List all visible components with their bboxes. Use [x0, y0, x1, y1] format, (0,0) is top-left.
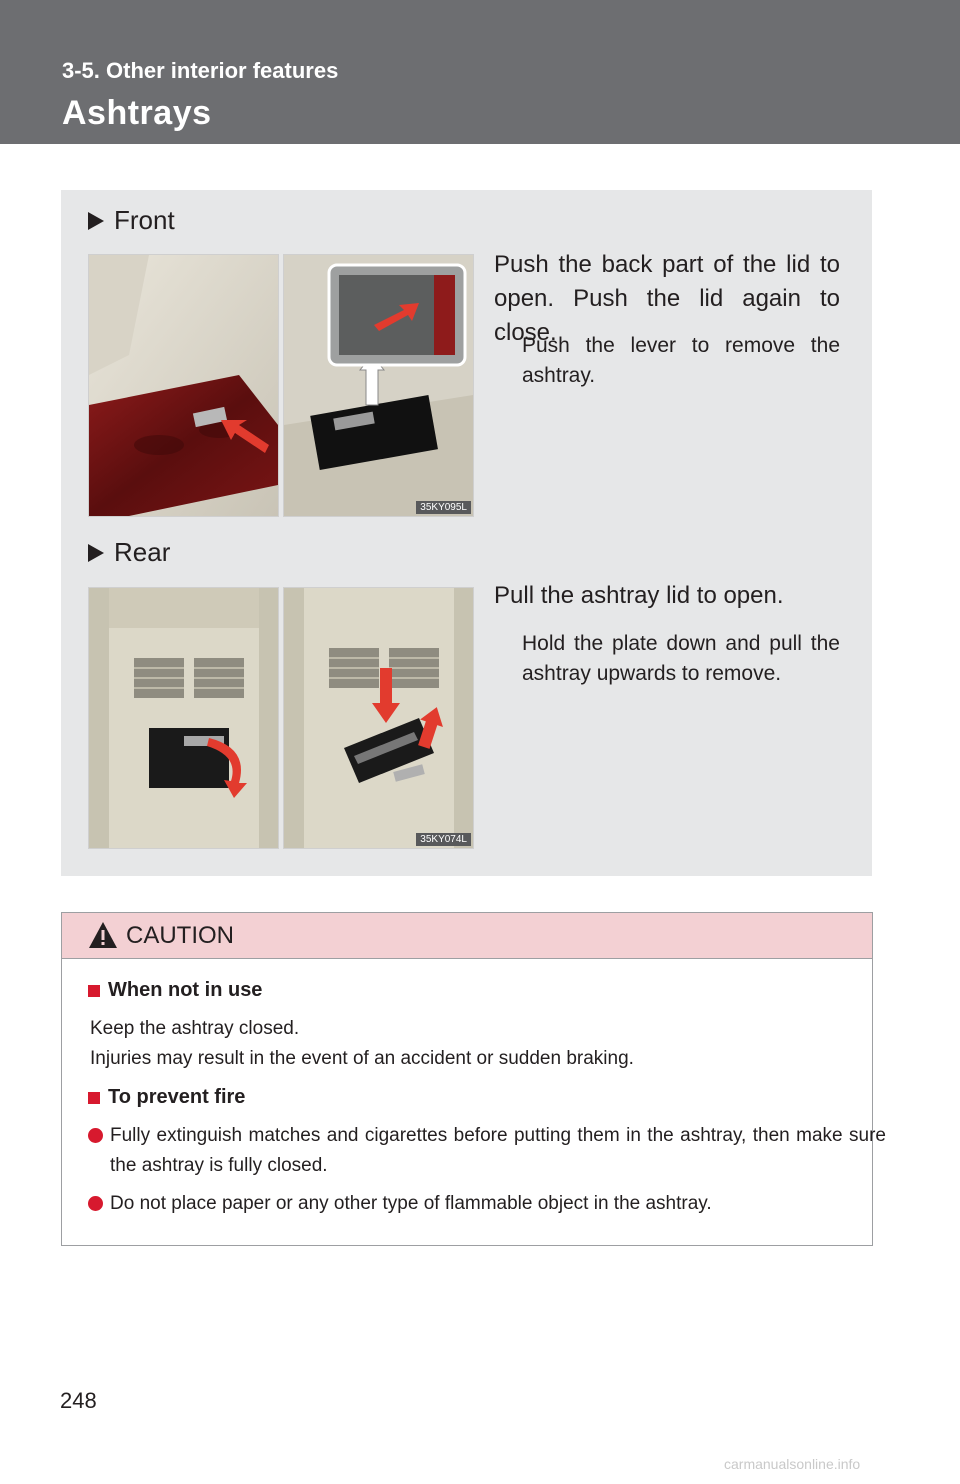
caution-heading-not-in-use: When not in use — [88, 979, 262, 1002]
front-heading: Front — [88, 205, 175, 236]
square-bullet-icon — [88, 1092, 100, 1104]
caution-header — [62, 913, 872, 959]
caution-bullet: Fully extinguish matches and cigarettes before putting them in the ashtray, then make sure the ashtray is fully closed. — [88, 1121, 886, 1181]
round-bullet-icon — [88, 1128, 103, 1143]
front-photo-remove — [283, 254, 474, 517]
front-sub-text: Push the lever to remove the ashtray. — [522, 334, 840, 387]
arrow-right-icon — [88, 212, 104, 230]
front-main-text: Push the back part of the lid to open. Push the lid again to close. — [494, 251, 840, 346]
caution-label: CAUTION — [126, 922, 234, 949]
rear-sub-text: Hold the plate down and pull the ashtray upwards to remove. — [522, 632, 840, 685]
caution-text-line: Keep the ashtray closed. — [90, 1018, 300, 1039]
arrow-right-icon — [88, 544, 104, 562]
page-title: Ashtrays — [62, 94, 212, 132]
watermark: carmanualsonline.info — [724, 1456, 861, 1472]
page-number: 248 — [60, 1388, 97, 1413]
front-photo-lid — [88, 254, 279, 517]
rear-image-code: 35KY074L — [416, 833, 471, 846]
caution-text-line: Injuries may result in the event of an accident or sudden braking. — [90, 1048, 634, 1069]
caution-box — [61, 912, 886, 1246]
page-header — [0, 0, 960, 144]
rear-photo-open — [88, 587, 279, 849]
section-title: 3-5. Other interior features — [62, 58, 339, 83]
warning-icon — [88, 921, 118, 949]
caution-heading-prevent-fire: To prevent fire — [88, 1086, 245, 1109]
square-bullet-icon — [88, 985, 100, 997]
caution-bullet: Do not place paper or any other type of flammable object in the ashtray. — [88, 1189, 886, 1219]
rear-heading: Rear — [88, 537, 170, 568]
rear-main-text: Pull the ashtray lid to open. — [494, 582, 784, 609]
rear-photo-remove — [283, 587, 474, 849]
round-bullet-icon — [88, 1196, 103, 1211]
front-image-code: 35KY095L — [416, 501, 471, 514]
